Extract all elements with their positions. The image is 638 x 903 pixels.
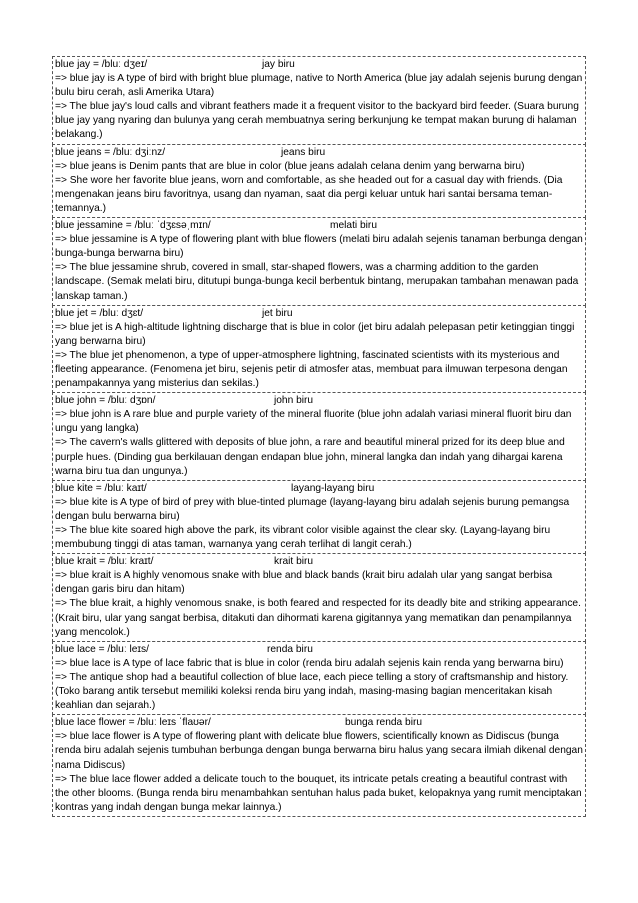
entry-definition: => blue jessamine is A type of flowering plant with blue flowers (melati biru adalah sejenis tanaman berbunga dengan bunga-bunga berwarna biru) (55, 234, 583, 260)
entry-term: blue jessamine = /bluː ˈdʒɛsəˌmɪn/ (55, 220, 211, 232)
entry-blue-lace-flower (52, 714, 586, 817)
entry-header (55, 394, 583, 408)
entry-translation: john biru (274, 395, 314, 407)
entry-header (55, 58, 583, 72)
entry-term: blue lace flower = /bluː leɪs ˈflaʊər/ (55, 717, 211, 729)
entry-header (55, 643, 583, 657)
entry-header (55, 482, 583, 496)
entry-definition: => blue kite is A type of bird of prey with blue-tinted plumage (layang-layang biru adalah sejenis burung pemangsa dengan bulu berwarna biru) (55, 496, 570, 522)
entry-term: blue jet = /bluː dʒɛt/ (55, 307, 144, 319)
entry-blue-jet (52, 305, 586, 394)
entry-header (55, 555, 583, 569)
entry-example: => The blue lace flower added a delicate touch to the bouquet, its intricate petals creating a beautiful contrast with the other blooms. (Bunga renda biru menambahkan sentuhan halus pada buket, kelopaknya yang rumit menciptakan kontras yang indah dengan bunga mekar lainnya.) (55, 773, 582, 813)
entry-blue-jeans (52, 144, 586, 218)
entry-term: blue kite = /bluː kaɪt/ (55, 482, 147, 494)
entry-example: => The blue kite soared high above the park, its vibrant color visible against the clear sky. (Layang-layang biru membubung tinggi di atas taman, warnanya yang cerah terlihat di langit cerah.) (55, 525, 551, 551)
entry-translation: bunga renda biru (345, 717, 423, 729)
entry-definition: => blue jeans is Denim pants that are blue in color (blue jeans adalah celana denim yang berwarna biru) (55, 160, 525, 172)
entry-translation: jeans biru (281, 146, 326, 158)
entry-blue-john (52, 392, 586, 481)
entry-header (55, 716, 583, 730)
entry-blue-jay (52, 56, 586, 145)
entry-definition: => blue lace flower is A type of flowering plant with delicate blue flowers, scientifically known as Didiscus (bunga renda biru adalah sejenis tumbuhan berbunga dengan bunga berwarna biru halus yang secara ilmiah dikenal dengan nama Didiscus) (55, 731, 583, 771)
entry-blue-kite (52, 480, 586, 554)
entry-definition: => blue lace is A type of lace fabric that is blue in color (renda biru adalah sejenis kain renda yang berwarna biru) (55, 657, 564, 669)
entry-blue-lace (52, 641, 586, 715)
entry-header (55, 146, 583, 160)
entry-translation: renda biru (267, 643, 313, 655)
entry-translation: krait biru (274, 556, 314, 568)
entry-header (55, 307, 583, 321)
entry-term: blue john = /bluː dʒɒn/ (55, 395, 156, 407)
entry-example: => The blue krait, a highly venomous snake, is both feared and respected for its deadly bite and striking appearance. (Krait biru, ular yang sangat berbisa, ditakuti dan dihormati karena gigitannya yang mematikan dan penampilannya yang mencolok.) (55, 598, 581, 638)
entry-blue-jessamine (52, 217, 586, 306)
entry-blue-krait (52, 553, 586, 642)
entry-definition: => blue john is A rare blue and purple variety of the mineral fluorite (blue john adalah variasi mineral fluorit biru dan ungu yang langka) (55, 409, 572, 435)
entry-definition: => blue jet is A high-altitude lightning discharge that is blue in color (jet biru adalah pelepasan petir ketinggian tinggi yang berwarna biru) (55, 321, 575, 347)
entry-translation: melati biru (330, 220, 377, 232)
entry-term: blue lace = /bluː leɪs/ (55, 643, 149, 655)
entry-header (55, 219, 583, 233)
entry-term: blue krait = /bluː kraɪt/ (55, 556, 154, 568)
entry-translation: layang-layang biru (291, 482, 375, 494)
entry-example: => The blue jessamine shrub, covered in small, star-shaped flowers, was a charming addition to the garden landscape. (Semak melati biru, ditutupi bunga-bunga kecil berbentuk bintang, merupakan tambahan menawan pada lanskap taman.) (55, 262, 579, 302)
entry-translation: jet biru (262, 307, 293, 319)
entry-example: => The blue jet phenomenon, a type of upper-atmosphere lightning, fascinated scientists with its mysterious and fleeting appearance. (Fenomena jet biru, sejenis petir di atmosfer atas, membuat para ilmuwan terpesona dengan penampakannya yang misterius dan sekilas.) (55, 349, 568, 390)
entry-definition: => blue jay is A type of bird with bright blue plumage, native to North America (blue jay adalah sejenis burung dengan bulu biru cerah, asli Amerika Utara) (55, 73, 583, 99)
entry-example: => She wore her favorite blue jeans, worn and comfortable, as she headed out for a casual day with friends. (Dia mengenakan jeans biru favoritnya, usang dan nyaman, saat dia pergi keluar untuk hari santai bersama teman-temannya.) (55, 174, 563, 214)
entry-term: blue jeans = /bluː dʒiːnz/ (55, 146, 166, 158)
entry-definition: => blue krait is A highly venomous snake with blue and black bands (krait biru adalah ular yang sangat berbisa dengan garis biru dan hitam) (55, 570, 553, 596)
glossary-page (52, 57, 586, 817)
entry-term: blue jay = /bluː dʒeɪ/ (55, 59, 148, 70)
entry-translation: jay biru (262, 59, 295, 70)
entry-example: => The cavern's walls glittered with deposits of blue john, a rare and beautiful mineral prized for its deep blue and purple hues. (Dinding gua berkilauan dengan endapan blue john, mineral langka dan indah yang dihargai karena warna biru tua dan ungunya.) (55, 437, 565, 477)
entry-example: => The blue jay's loud calls and vibrant feathers made it a frequent visitor to the backyard bird feeder. (Suara burung blue jay yang nyaring dan bulunya yang cerah membuatnya sering berkunjung ke tempat makan burung di halaman belakang.) (55, 101, 579, 141)
entry-example: => The antique shop had a beautiful collection of blue lace, each piece telling a story of craftsmanship and history. (Toko barang antik tersebut memiliki koleksi renda biru yang indah, masing-masing bagian menceritakan kisah keahlian dan sejarah.) (55, 671, 569, 712)
